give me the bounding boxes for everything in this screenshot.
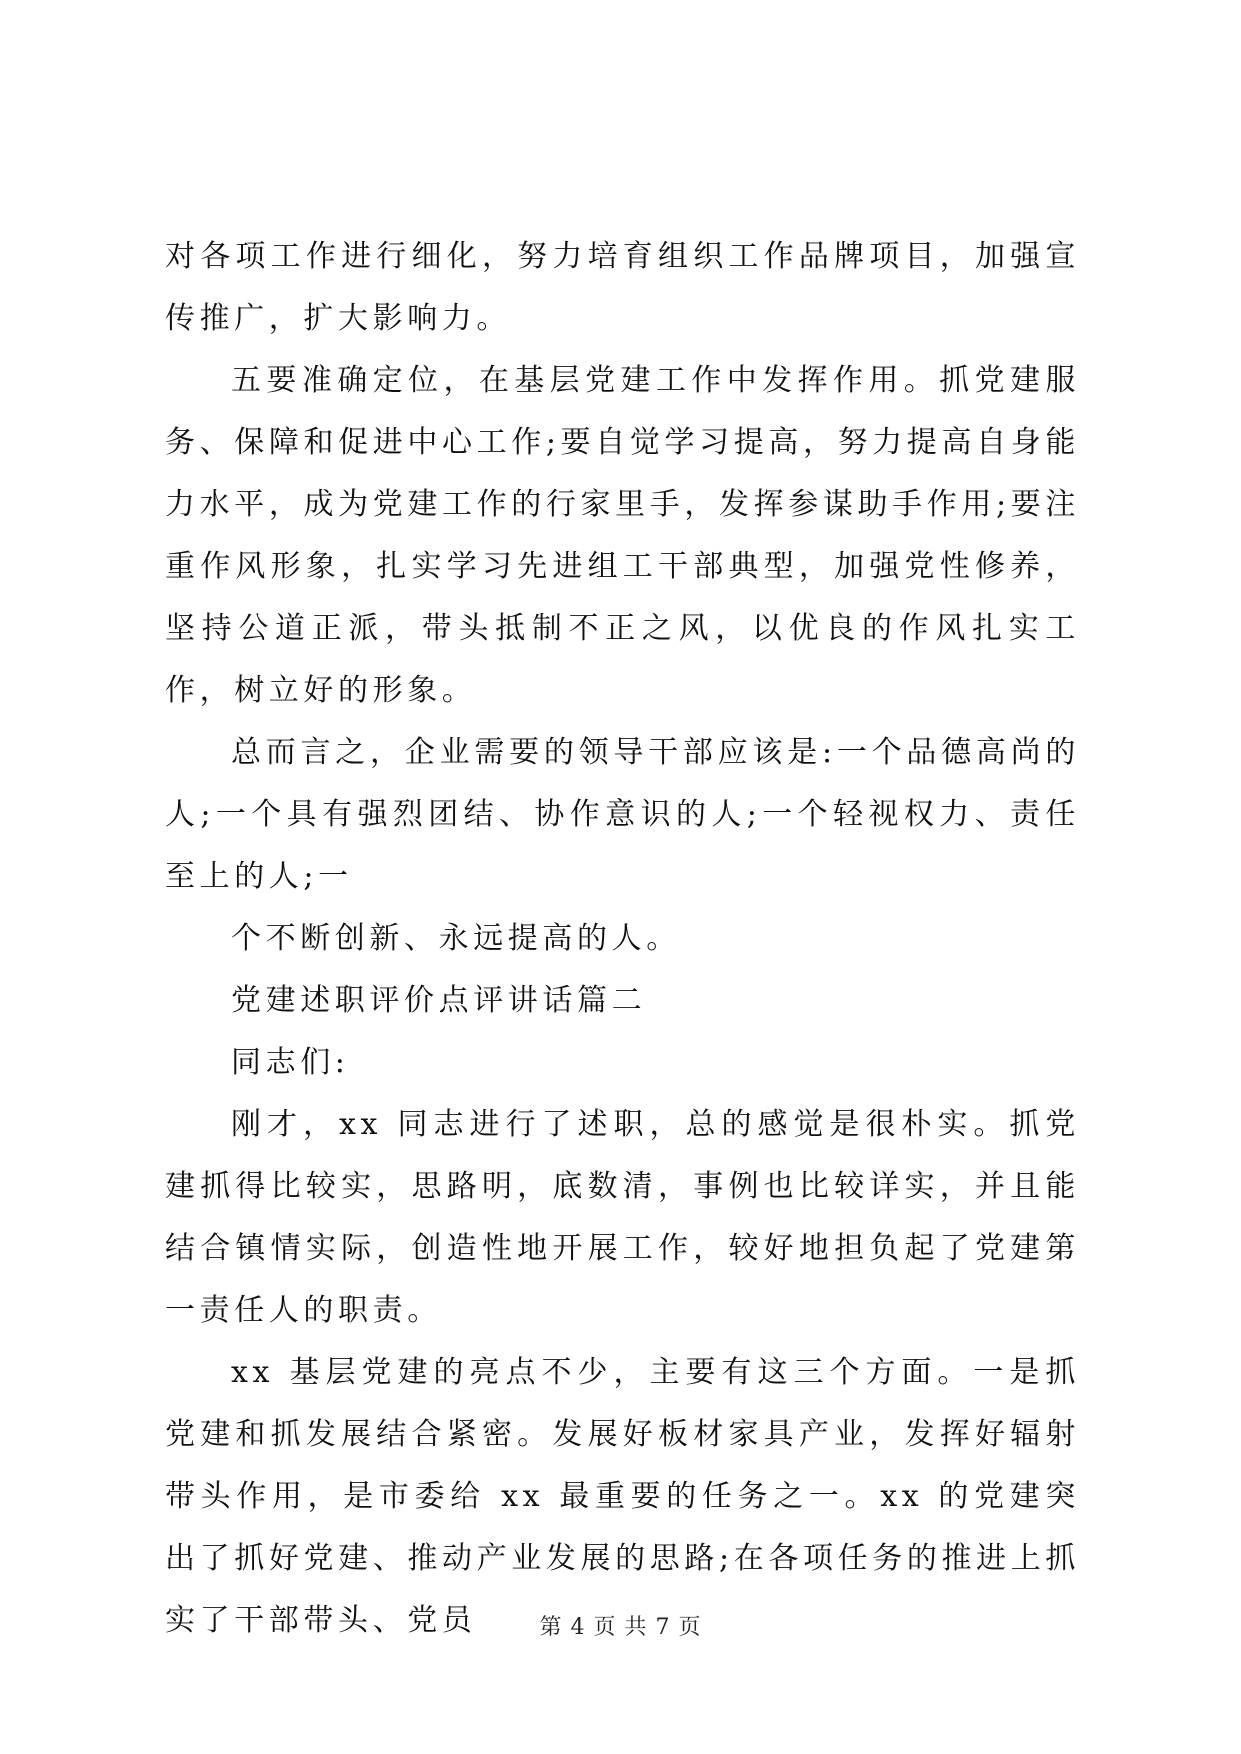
paragraph-4: 个不断创新、永远提高的人。 (231, 921, 681, 956)
document-body (165, 226, 1080, 1652)
paragraph-1: 对各项工作进行细化，努力培育组织工作品牌项目，加强宣传推广，扩大影响力。 (165, 239, 1080, 336)
salutation: 同志们: (231, 1045, 350, 1080)
paragraph-2: 五要准确定位，在基层党建工作中发挥作用。抓党建服务、保障和促进中心工作;要自觉学习提高，努力提高自身能力水平，成为党建工作的行家里手，发挥参谋助手作用;要注重作风形象，扎实学习先进组工干部典型，加强党性修养，坚持公道正派，带头抵制不正之风，以优良的作风扎实工作，树立好的形象。 (165, 363, 1080, 708)
section-heading: 党建述职评价点评讲话篇二 (231, 983, 647, 1018)
paragraph-3: 总而言之，企业需要的领导干部应该是:一个品德高尚的人;一个具有强烈团结、协作意识的人;一个轻视权力、责任至上的人;一 (165, 735, 1080, 894)
paragraph-7: 刚才，xx 同志进行了述职，总的感觉是很朴实。抓党建抓得比较实，思路明，底数清，事例也比较详实，并且能结合镇情实际，创造性地开展工作，较好地担负起了党建第一责任人的职责。 (165, 1107, 1080, 1328)
paragraph-8: xx 基层党建的亮点不少，主要有这三个方面。一是抓党建和抓发展结合紧密。发展好板材家具产业，发挥好辐射带头作用，是市委给 xx 最重要的任务之一。xx 的党建突出了抓好党建、推动产业发展的思路;在各项任务的推进上抓实了干部带头、党员 (165, 1355, 1080, 1638)
page-number-footer: 第 4 页 共 7 页 (539, 1615, 702, 1640)
